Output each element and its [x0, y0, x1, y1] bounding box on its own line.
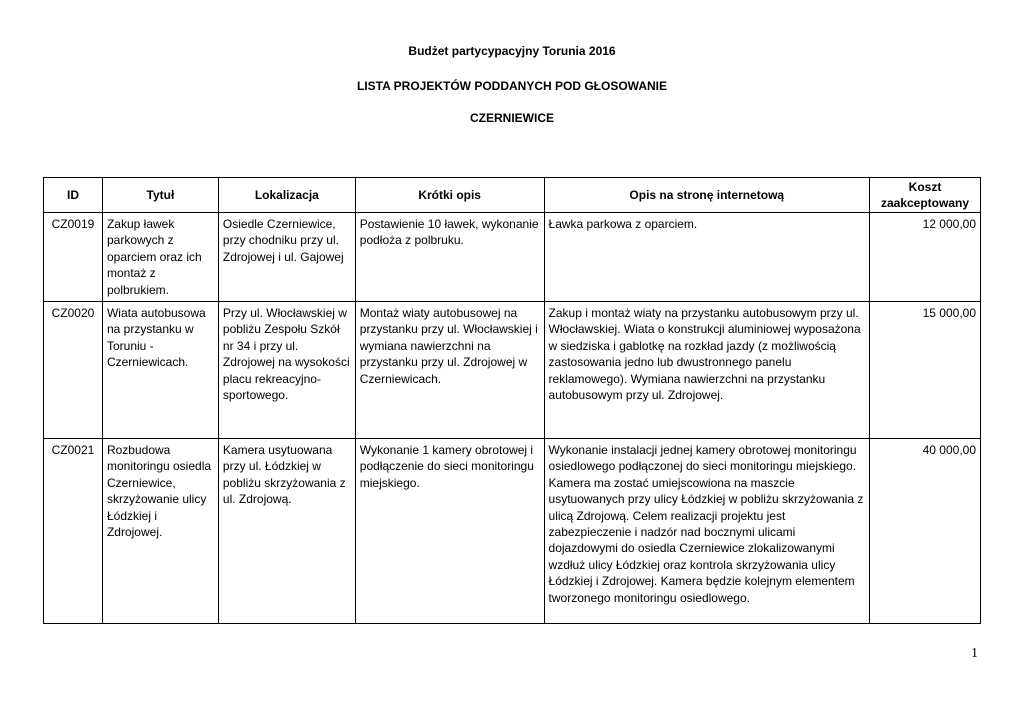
column-header-cost: Koszt zaakceptowany [869, 178, 980, 213]
cell-web-desc: Wykonanie instalacji jednej kamery obrotowej monitoringu osiedlowego podłączonej do sieci monitoringu miejskiego. Kamera ma zostać umiejscowiona na maszcie usytuowanych przy ulicy Łódzkiej w pobliżu skrzyżowania z ulicą Zdrojową. Celem realizacji projektu jest zabezpieczenie i nadzór nad bocznymi ulicami dojazdowymi do osiedla Czerniewice zlokalizowanymi wzdłuż ulicy Łódzkiej oraz kontrola skrzyżowania ulicy Łódzkiej i Zdrojowej. Kamera będzie kolejnym elementem tworzonego monitoringu osiedlowego. [544, 439, 869, 624]
cell-id: CZ0020 [44, 302, 103, 439]
cell-location: Osiedle Czerniewice, przy chodniku przy ul. Zdrojowej i ul. Gajowej [218, 213, 355, 302]
cell-cost: 40 000,00 [869, 439, 980, 624]
column-header-title: Tytuł [102, 178, 218, 213]
column-header-location: Lokalizacja [218, 178, 355, 213]
cell-location: Kamera usytuowana przy ul. Łódzkiej w pobliżu skrzyżowania z ul. Zdrojową. [218, 439, 355, 624]
cell-id: CZ0021 [44, 439, 103, 624]
cell-title: Wiata autobusowa na przystanku w Toruniu - Czerniewicach. [102, 302, 218, 439]
column-header-short-desc: Krótki opis [355, 178, 544, 213]
cell-cost: 15 000,00 [869, 302, 980, 439]
table-row [44, 302, 981, 439]
column-header-id: ID [44, 178, 103, 213]
document-title: Budżet partycypacyjny Torunia 2016 [408, 44, 616, 58]
column-header-web-desc: Opis na stronę internetową [544, 178, 869, 213]
table-header-row [44, 178, 981, 213]
cell-web-desc: Zakup i montaż wiaty na przystanku autobusowym przy ul. Włocławskiej. Wiata o konstrukcji aluminiowej wyposażona w siedziska i gablotkę na rozkład jazdy (z możliwością zastosowania jedno lub dwustronnego panelu reklamowego). Wymiana nawierzchni na przystanku autobusowym przy ul. Zdrojowej. [544, 302, 869, 439]
cell-id: CZ0019 [44, 213, 103, 302]
cell-short-desc: Wykonanie 1 kamery obrotowej i podłączenie do sieci monitoringu miejskiego. [355, 439, 544, 624]
cell-cost: 12 000,00 [869, 213, 980, 302]
document-subtitle: LISTA PROJEKTÓW PODDANYCH POD GŁOSOWANIE [356, 79, 667, 93]
projects-table [43, 177, 981, 624]
cell-web-desc: Ławka parkowa z oparciem. [544, 213, 869, 302]
cell-location: Przy ul. Włocławskiej w pobliżu Zespołu Szkół nr 34 i przy ul. Zdrojowej na wysokości placu rekreacyjno-sportowego. [218, 302, 355, 439]
cell-short-desc: Postawienie 10 ławek, wykonanie podłoża z polbruku. [355, 213, 544, 302]
table-row [44, 439, 981, 624]
cell-title: Zakup ławek parkowych z oparciem oraz ich montaż z polbrukiem. [102, 213, 218, 302]
page-number: 1 [971, 646, 978, 661]
cell-short-desc: Montaż wiaty autobusowej na przystanku przy ul. Włocławskiej i wymiana nawierzchni na przystanku przy ul. Zdrojowej w Czerniewicach. [355, 302, 544, 439]
cell-title: Rozbudowa monitoringu osiedla Czerniewice, skrzyżowanie ulicy Łódzkiej i Zdrojowej. [102, 439, 218, 624]
district-name: CZERNIEWICE [470, 111, 554, 125]
table-row [44, 213, 981, 302]
